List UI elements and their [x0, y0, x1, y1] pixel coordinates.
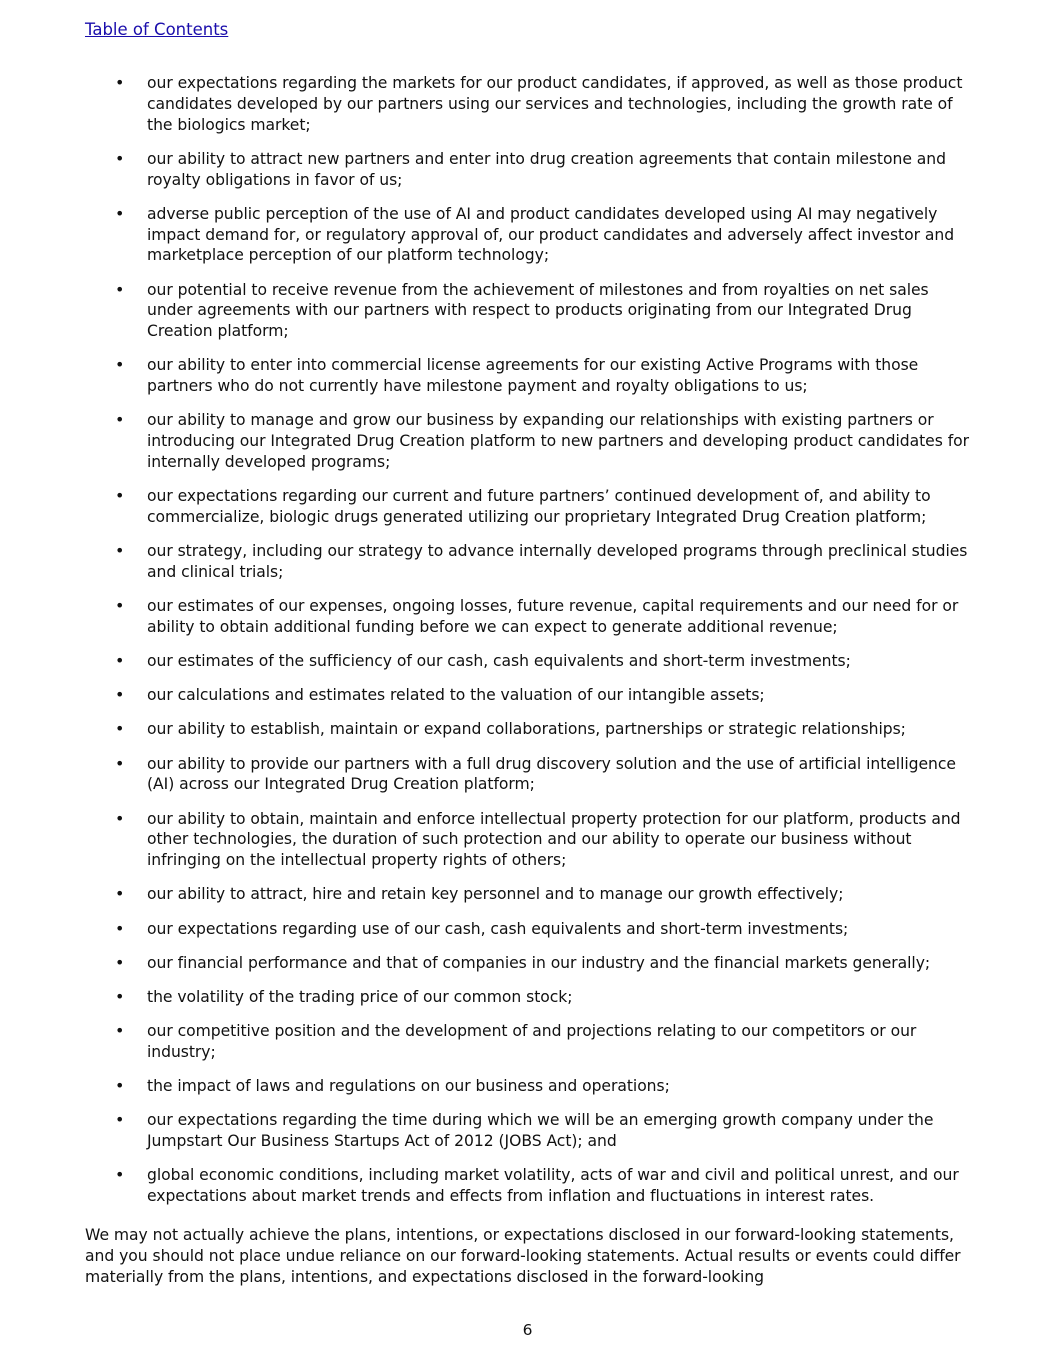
- bullet-icon: •: [115, 1021, 125, 1041]
- bullet-icon: •: [115, 203, 125, 223]
- list-item-text: our competitive position and the development of and projections relating to our competitors or our industry;: [147, 1022, 917, 1061]
- list-item-text: our ability to enter into commercial license agreements for our existing Active Programs with those partners who do not currently have milestone payment and royalty obligations to us;: [147, 356, 919, 396]
- list-item: [0, 280, 969, 342]
- bullet-icon: •: [115, 808, 125, 828]
- list-item-text: our ability to establish, maintain or expand collaborations, partnerships or strategic relationships;: [147, 720, 906, 739]
- list-item: [0, 953, 969, 974]
- list-item: [0, 651, 969, 672]
- list-item: [0, 541, 969, 583]
- table-of-contents-link[interactable]: Table of Contents: [85, 20, 229, 39]
- list-item-text: our ability to manage and grow our business by expanding our relationships with existing partners or introducing our Integrated Drug Creation platform to new partners and developing product candidates for internally developed programs;: [147, 411, 969, 471]
- list-item-text: our ability to provide our partners with a full drug discovery solution and the use of artificial intelligence (AI) across our Integrated Drug Creation platform;: [147, 754, 956, 794]
- list-item-text: our potential to receive revenue from the achievement of milestones and from royalties on net sales under agreements with our partners with respect to products originating from our Integrated Drug Creation platform;: [147, 280, 929, 341]
- list-item-text: our expectations regarding use of our cash, cash equivalents and short-term investments;: [147, 919, 849, 938]
- list-item: [0, 987, 969, 1008]
- forward-looking-statements-list: [0, 73, 1055, 1220]
- list-item: [0, 355, 969, 397]
- bullet-icon: •: [115, 541, 125, 561]
- bullet-icon: •: [115, 651, 125, 671]
- list-item: [0, 204, 969, 266]
- list-item: [0, 884, 969, 905]
- list-item: [0, 486, 969, 528]
- list-item: [0, 1076, 969, 1097]
- bullet-icon: •: [115, 148, 125, 168]
- bullet-icon: •: [115, 952, 125, 972]
- bullet-icon: •: [115, 1165, 125, 1185]
- list-item-text: our expectations regarding the markets for our product candidates, if approved, as well as those product candidates developed by our partners using our services and technologies, including the growth rate of the biologics market;: [147, 74, 963, 134]
- list-item-text: our ability to attract new partners and enter into drug creation agreements that contain milestone and royalty obligations in favor of us;: [147, 149, 946, 189]
- list-item-text: our estimates of the sufficiency of our cash, cash equivalents and short-term investments;: [147, 652, 851, 671]
- bullet-icon: •: [115, 719, 125, 739]
- bullet-icon: •: [115, 753, 125, 773]
- list-item: [0, 596, 969, 638]
- bullet-icon: •: [115, 279, 125, 299]
- page-number: 6: [522, 1321, 533, 1339]
- list-item-text: our strategy, including our strategy to advance internally developed programs through preclinical studies and clinical trials;: [147, 542, 968, 581]
- list-item: [0, 1110, 969, 1152]
- list-item: [0, 1165, 969, 1207]
- bullet-icon: •: [115, 918, 125, 938]
- bullet-icon: •: [115, 685, 125, 705]
- bullet-icon: •: [115, 986, 125, 1006]
- list-item: [0, 1021, 969, 1063]
- list-item: [0, 410, 969, 472]
- bullet-icon: •: [115, 486, 125, 506]
- list-item-text: our expectations regarding the time during which we will be an emerging growth company under the Jumpstart Our Business Startups Act of 2012 (JOBS Act); and: [147, 1111, 934, 1151]
- closing-paragraph: We may not actually achieve the plans, intentions, or expectations disclosed in our forward-looking statements, and you should not place undue reliance on our forward-looking statements. Actual results or events could differ materially from the plans, intentions, and expectations disclosed in the forward-looking: [85, 1226, 961, 1286]
- list-item: [0, 719, 969, 740]
- bullet-icon: •: [115, 884, 125, 904]
- list-item-text: global economic conditions, including market volatility, acts of war and civil and political unrest, and our expectations about market trends and effects from inflation and fluctuations in interest rates.: [147, 1166, 959, 1206]
- bullet-icon: •: [115, 355, 125, 375]
- list-item-text: the impact of laws and regulations on our business and operations;: [147, 1077, 670, 1096]
- bullet-icon: •: [115, 1110, 125, 1130]
- list-item: [0, 73, 969, 135]
- list-item-text: our ability to attract, hire and retain key personnel and to manage our growth effectively;: [147, 885, 844, 904]
- list-item: [0, 149, 969, 191]
- list-item: [0, 754, 969, 796]
- list-item-text: our calculations and estimates related to the valuation of our intangible assets;: [147, 686, 765, 705]
- bullet-icon: •: [115, 410, 125, 430]
- list-item-text: our ability to obtain, maintain and enforce intellectual property protection for our platform, products and other technologies, the duration of such protection and our ability to operate our business without infringing on the intellectual property rights of others;: [147, 809, 961, 870]
- list-item: [0, 919, 969, 940]
- bullet-icon: •: [115, 73, 125, 92]
- bullet-icon: •: [115, 1076, 125, 1096]
- list-item: [0, 809, 969, 871]
- bullet-icon: •: [115, 596, 125, 616]
- list-item-text: adverse public perception of the use of AI and product candidates developed using AI may negatively impact demand for, or regulatory approval of, our product candidates and adversely affect investor and marketplace perception of our platform technology;: [147, 204, 955, 265]
- list-item: [0, 685, 969, 706]
- list-item-text: our expectations regarding our current and future partners’ continued development of, and ability to commercialize, biologic drugs generated utilizing our proprietary Integrated Drug Creation platform;: [147, 487, 931, 526]
- list-item-text: our estimates of our expenses, ongoing losses, future revenue, capital requirements and our need for or ability to obtain additional funding before we can expect to generate additional revenue;: [147, 597, 959, 636]
- list-item-text: our financial performance and that of companies in our industry and the financial markets generally;: [147, 953, 931, 972]
- list-item-text: the volatility of the trading price of our common stock;: [147, 987, 573, 1006]
